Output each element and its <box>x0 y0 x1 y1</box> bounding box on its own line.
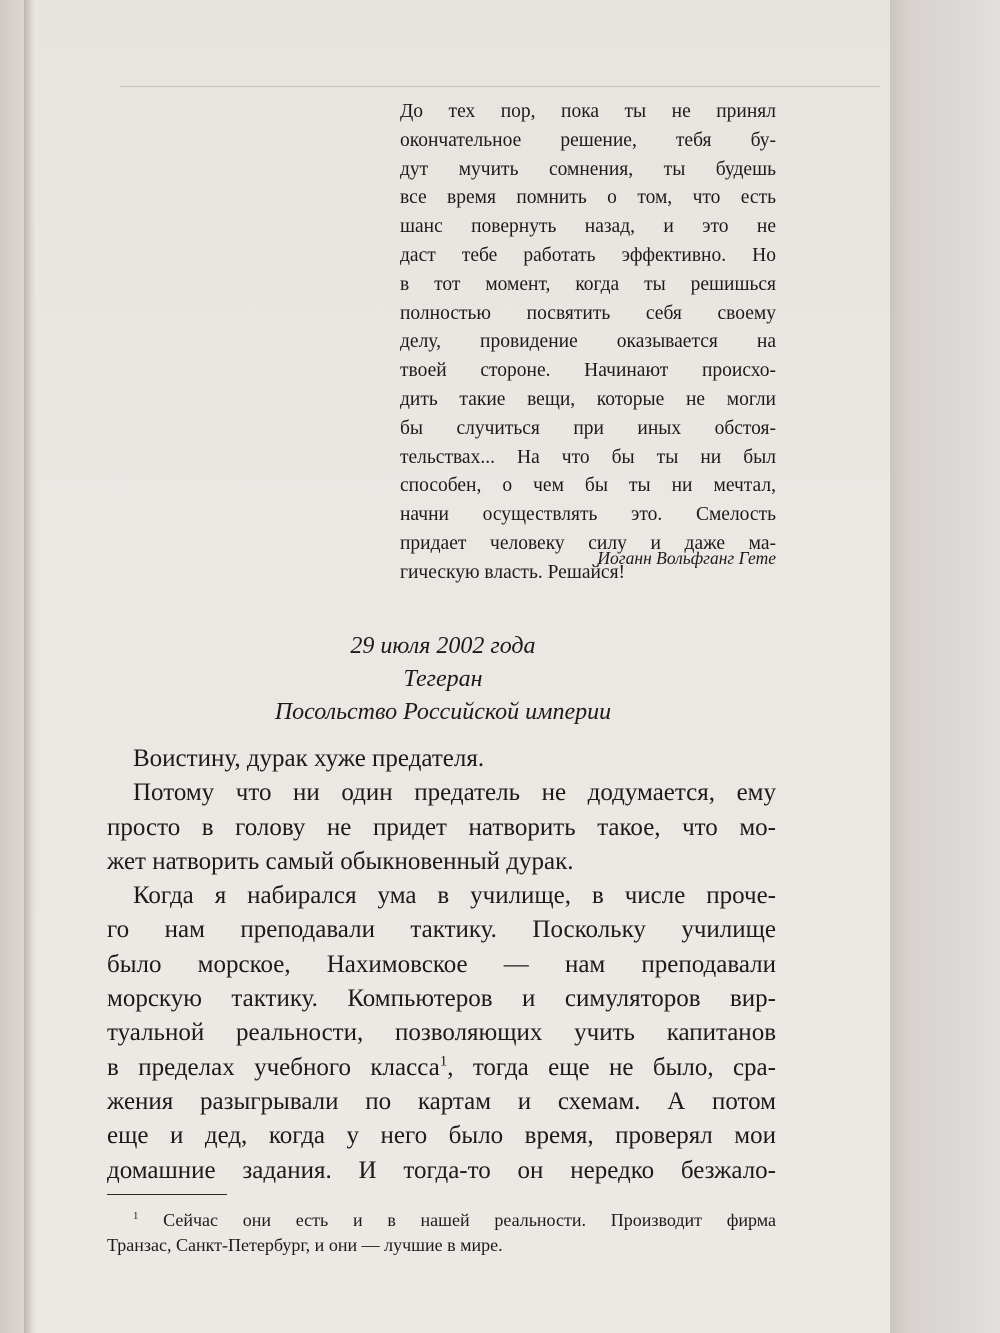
epigraph-line: придает человеку силу и даже ма- <box>400 532 776 554</box>
epigraph <box>400 98 776 588</box>
body-text <box>107 742 776 1188</box>
body-line-part: , тогда еще не было, сра- <box>447 1053 776 1081</box>
epigraph-line: делу, провидение оказывается на <box>400 331 776 353</box>
epigraph-line: все время помнить о том, что есть <box>400 187 776 209</box>
epigraph-line: бы случиться при иных обстоя- <box>400 417 776 439</box>
footnote-line <box>107 1208 776 1233</box>
epigraph-line: в тот момент, когда ты решишься <box>400 273 776 295</box>
body-line: жения разыгрывали по картам и схемам. А потом <box>107 1087 776 1115</box>
footnote-rule <box>107 1194 227 1195</box>
header-rule <box>120 86 880 87</box>
right-page-edge <box>890 0 1000 1333</box>
body-line: Потому что ни один предатель не додумается, ему <box>133 779 776 807</box>
body-line: го нам преподавали тактику. Поскольку училище <box>107 916 776 944</box>
chapter-dateline <box>110 630 776 729</box>
epigraph-line: До тех пор, пока ты не принял <box>400 101 776 122</box>
footnote <box>107 1208 776 1257</box>
body-line: домашние задания. И тогда-то он нередко безжало- <box>107 1156 776 1184</box>
epigraph-line: окончательное решение, тебя бу- <box>400 129 776 151</box>
dateline-date: 29 июля 2002 года <box>350 633 536 659</box>
dateline-city: Тегеран <box>403 666 483 692</box>
epigraph-author: Иоганн Вольфганг Гете <box>597 548 776 568</box>
body-line: туальной реальности, позволяющих учить капитанов <box>107 1019 776 1047</box>
body-line: просто в голову не придет натворить такое, что мо- <box>107 813 776 841</box>
epigraph-line: полностью посвятить себя своему <box>400 302 776 324</box>
footnote-reference[interactable]: 1 <box>439 1053 448 1070</box>
body-line: Когда я набирался ума в училище, в числе проче- <box>133 882 776 910</box>
footnote-marker: 1 <box>133 1210 139 1222</box>
epigraph-line: способен, о чем бы ты ни мечтал, <box>400 475 776 497</box>
body-line: морскую тактику. Компьютеров и симуляторов вир- <box>107 985 776 1013</box>
footnote-line: Транзас, Санкт-Петербург, и они — лучшие в мире. <box>107 1234 503 1255</box>
epigraph-line: дут мучить сомнения, ты будешь <box>400 158 776 180</box>
left-page-edge <box>0 0 24 1333</box>
body-line-part: в пределах учебного класса <box>107 1053 440 1081</box>
body-line: было морское, Нахимовское — нам преподавали <box>107 950 776 978</box>
epigraph-line: дить такие вещи, которые не могли <box>400 388 776 410</box>
epigraph-line: начни осуществлять это. Смелость <box>400 504 776 526</box>
epigraph-line: даст тебе работать эффективно. Но <box>400 244 776 266</box>
epigraph-line: шанс повернуть назад, и это не <box>400 216 776 238</box>
body-line: Воистину, дурак хуже предателя. <box>133 745 485 772</box>
dateline-place: Посольство Российской империи <box>274 699 612 725</box>
body-line-with-footnote <box>107 1051 776 1085</box>
body-line: еще и дед, когда у него было время, проверял мои <box>107 1122 776 1150</box>
body-line: жет натворить самый обыкновенный дурак. <box>107 847 574 875</box>
epigraph-line: гическую власть. Решайся! <box>400 561 626 583</box>
epigraph-line: тельствах... На что бы ты ни был <box>400 446 776 468</box>
footnote-text: Сейчас они есть и в нашей реальности. Производит фирма <box>138 1210 776 1230</box>
book-gutter <box>24 0 38 1333</box>
epigraph-line: твоей стороне. Начинают происхо- <box>400 360 776 382</box>
